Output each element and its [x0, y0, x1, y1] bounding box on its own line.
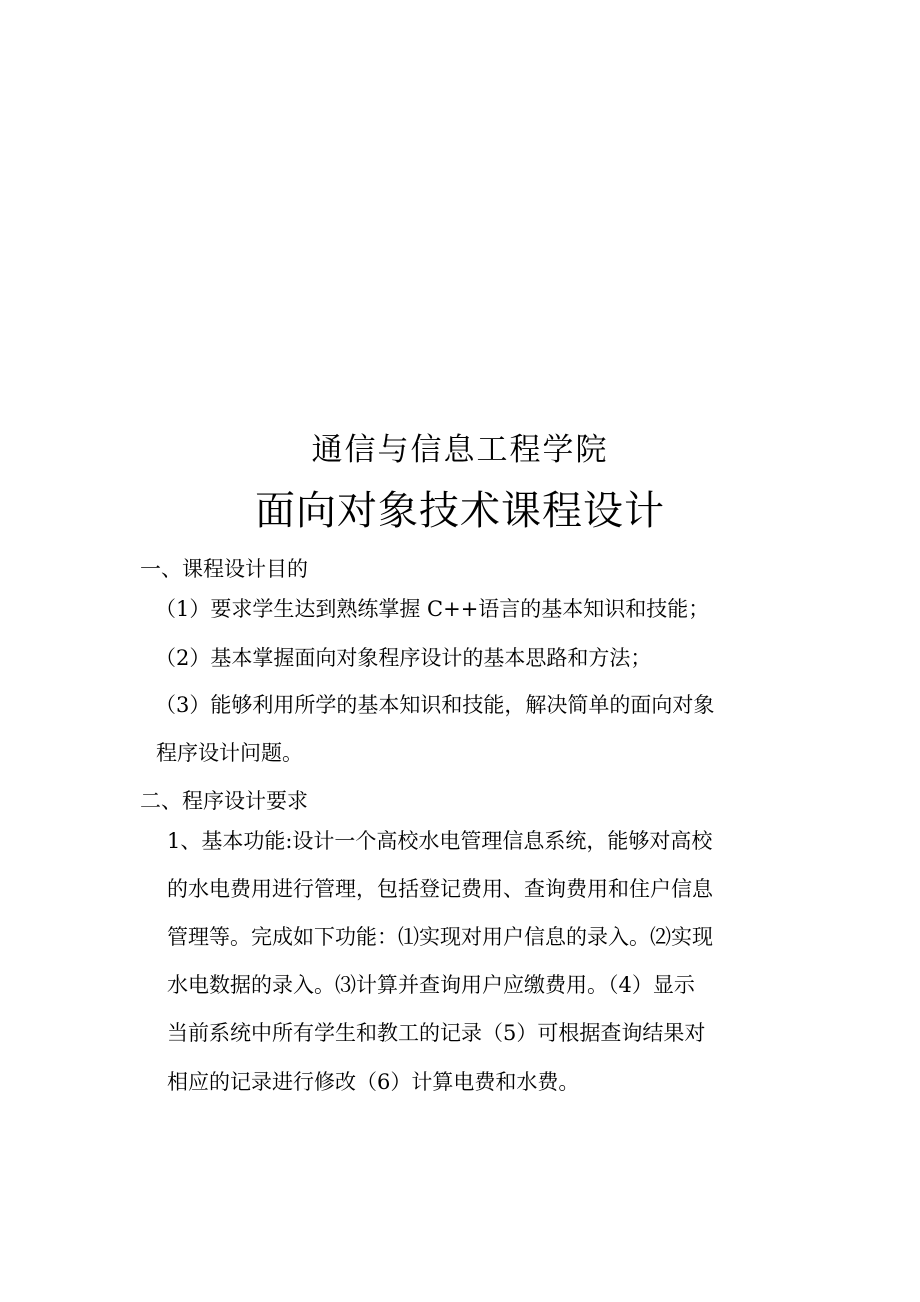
requirements-line-2: 的水电费用进行管理，包括登记费用、查询费用和住户信息 — [167, 877, 713, 901]
requirements-line-3: 管理等。完成如下功能：⑴实现对用户信息的录入。⑵实现 — [167, 925, 713, 949]
purpose-item-1: （1）要求学生达到熟练掌握 C++语言的基本知识和技能； — [155, 597, 710, 621]
purpose-item-3-continued: 程序设计问题。 — [156, 741, 303, 765]
section-heading-purpose: 一、课程设计目的 — [140, 557, 308, 581]
section-heading-requirements: 二、程序设计要求 — [140, 789, 308, 813]
document-title: 面向对象技术课程设计 — [255, 488, 665, 534]
purpose-item-2: （2）基本掌握面向对象程序设计的基本思路和方法； — [155, 646, 652, 670]
purpose-item-3: （3）能够利用所学的基本知识和技能，解决简单的面向对象 — [155, 693, 715, 717]
requirements-line-4: 水电数据的录入。⑶计算并查询用户应缴费用。（4）显示 — [167, 973, 695, 997]
requirements-line-6: 相应的记录进行修改（6）计算电费和水费。 — [167, 1070, 580, 1094]
institute-name: 通信与信息工程学院 — [311, 432, 609, 468]
requirements-line-1: 1、基本功能:设计一个高校水电管理信息系统，能够对高校 — [167, 829, 713, 853]
requirements-line-5: 当前系统中所有学生和教工的记录（5）可根据查询结果对 — [167, 1021, 706, 1045]
